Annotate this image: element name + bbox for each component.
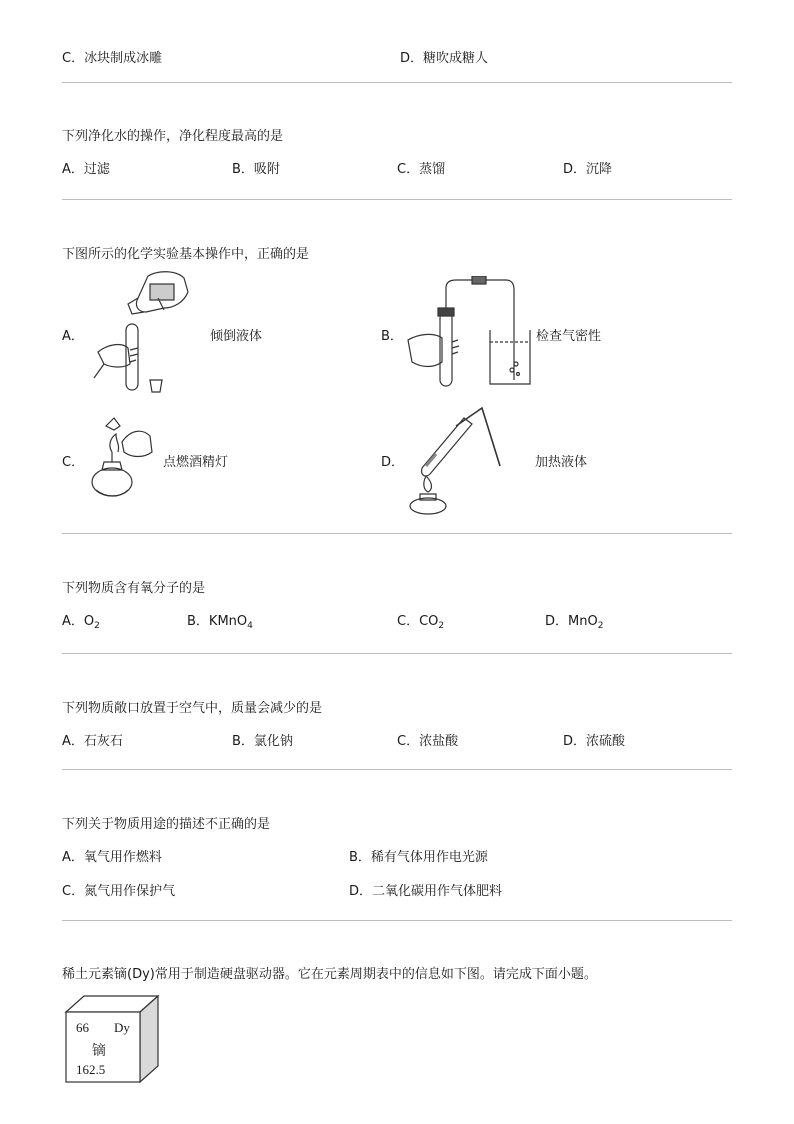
option-d: D．浓硫酸 xyxy=(563,734,626,749)
option-b-caption: 检查气密性 xyxy=(536,329,602,344)
question-stem: 下列物质含有氧分子的是 xyxy=(62,581,206,596)
option-b: B．吸附 xyxy=(232,162,280,177)
option-a: A．过滤 xyxy=(62,162,110,177)
divider xyxy=(62,920,732,921)
element-symbol: Dy xyxy=(114,1020,130,1035)
question-stem: 稀土元素镝(Dy)常用于制造硬盘驱动器。它在元素周期表中的信息如下图。请完成下面小题。 xyxy=(62,967,597,982)
option-a: A．石灰石 xyxy=(62,734,123,749)
option-a-letter: A． xyxy=(62,329,84,344)
option-d: D．二氧化碳用作气体肥料 xyxy=(349,884,503,899)
option-d-letter: D． xyxy=(381,455,405,470)
option-c: C．冰块制成冰雕 xyxy=(62,51,163,66)
question-stem: 下图所示的化学实验基本操作中，正确的是 xyxy=(62,247,310,262)
option-c: C．蒸馏 xyxy=(397,162,446,177)
option-b-letter: B． xyxy=(381,329,403,344)
option-b: B．氯化钠 xyxy=(232,734,293,749)
option-c-caption: 点燃酒精灯 xyxy=(163,455,229,470)
airtightness-check-illustration xyxy=(404,276,534,390)
option-c: C．$CO_2$ xyxy=(397,614,445,631)
option-a: A．氧气用作燃料 xyxy=(62,850,162,865)
pouring-liquid-illustration xyxy=(88,268,198,398)
option-c: C．浓盐酸 xyxy=(397,734,459,749)
option-d: D．MnO$_2$ xyxy=(545,614,604,631)
question-stem: 下列净化水的操作，净化程度最高的是 xyxy=(62,129,284,144)
option-a: A．$O_2$ xyxy=(62,614,100,631)
option-b: B．稀有气体用作电光源 xyxy=(349,850,488,865)
divider xyxy=(62,199,732,200)
option-a-caption: 倾倒液体 xyxy=(210,329,263,344)
periodic-element-card xyxy=(62,994,162,1086)
question-stem: 下列关于物质用途的描述不正确的是 xyxy=(62,817,271,832)
element-name: 镝 xyxy=(92,1043,106,1059)
atomic-mass: 162.5 xyxy=(76,1062,106,1077)
divider xyxy=(62,533,732,534)
option-d: D．沉降 xyxy=(563,162,613,177)
divider xyxy=(62,653,732,654)
divider xyxy=(62,769,732,770)
option-c: C．氮气用作保护气 xyxy=(62,884,176,899)
heating-liquid-illustration xyxy=(402,404,506,516)
divider xyxy=(62,82,732,83)
option-c-letter: C． xyxy=(62,455,85,470)
atomic-number: 66 xyxy=(76,1020,89,1035)
lighting-alcohol-lamp-illustration xyxy=(86,416,162,502)
option-d-caption: 加热液体 xyxy=(535,455,588,470)
option-b: B．KMnO$_4$ xyxy=(187,614,253,631)
question-stem: 下列物质敞口放置于空气中，质量会减少的是 xyxy=(62,701,323,716)
option-d: D．糖吹成糖人 xyxy=(400,51,489,66)
